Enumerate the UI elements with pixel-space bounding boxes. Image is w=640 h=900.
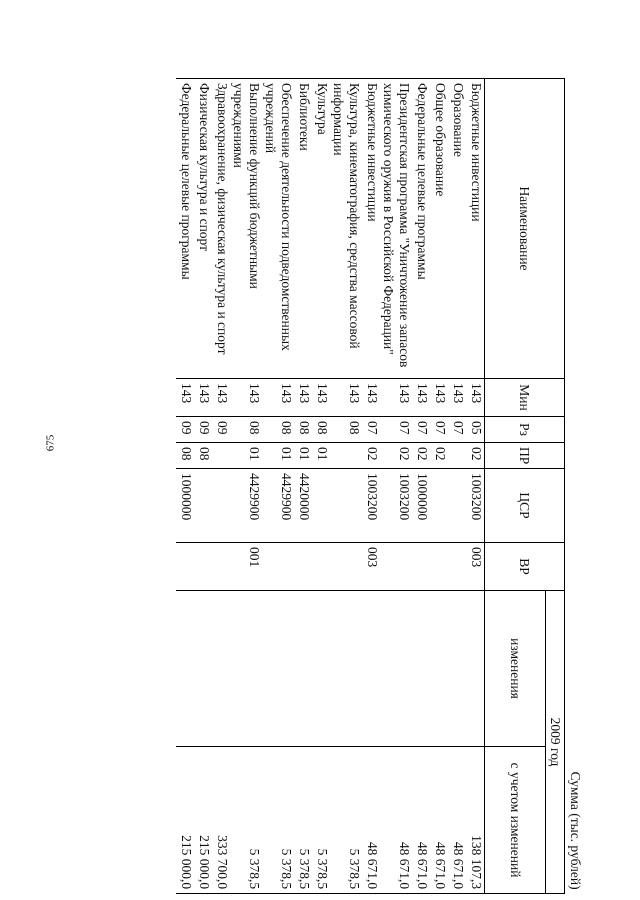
row-rz: 07 bbox=[448, 417, 466, 443]
col-name-header: Наименование bbox=[485, 79, 565, 379]
row-total: 48 671,0 bbox=[362, 747, 380, 894]
col-changes-header: изменения bbox=[485, 591, 546, 747]
table-row bbox=[412, 79, 430, 894]
row-min: 143 bbox=[176, 379, 194, 417]
row-rz: 05 bbox=[466, 417, 485, 443]
row-csr: 4429900 bbox=[230, 469, 262, 543]
row-csr: 1000000 bbox=[412, 469, 430, 543]
row-name: Образование bbox=[448, 79, 466, 379]
row-min: 143 bbox=[380, 379, 412, 417]
row-name: Федеральные целевые программы bbox=[412, 79, 430, 379]
row-pr: 08 bbox=[176, 443, 194, 469]
row-csr: 1003200 bbox=[380, 469, 412, 543]
row-rz: 08 bbox=[312, 417, 330, 443]
row-changes bbox=[380, 591, 412, 747]
row-rz: 09 bbox=[176, 417, 194, 443]
row-vr: 003 bbox=[362, 543, 380, 591]
col-vr-header: ВР bbox=[485, 543, 565, 591]
row-total: 48 671,0 bbox=[430, 747, 448, 894]
table-row bbox=[230, 79, 262, 894]
row-csr: 4429900 bbox=[262, 469, 294, 543]
row-vr bbox=[212, 543, 230, 591]
row-total: 5 378,5 bbox=[312, 747, 330, 894]
row-pr: 02 bbox=[430, 443, 448, 469]
sum-caption: Сумма (тыс. рублей) bbox=[568, 771, 583, 890]
row-min: 143 bbox=[230, 379, 262, 417]
row-name: Обеспечение деятельности подведомственных учреждений bbox=[262, 79, 294, 379]
row-csr: 1003200 bbox=[362, 469, 380, 543]
row-total: 48 671,0 bbox=[448, 747, 466, 894]
row-csr bbox=[330, 469, 362, 543]
row-changes bbox=[330, 591, 362, 747]
row-csr: 1000000 bbox=[176, 469, 194, 543]
row-min: 143 bbox=[212, 379, 230, 417]
row-changes bbox=[294, 591, 312, 747]
row-vr bbox=[176, 543, 194, 591]
col-rz-header: Рз bbox=[485, 417, 565, 443]
row-csr bbox=[194, 469, 212, 543]
row-name: Общее образование bbox=[430, 79, 448, 379]
row-rz: 08 bbox=[330, 417, 362, 443]
row-vr bbox=[448, 543, 466, 591]
table-row bbox=[362, 79, 380, 894]
row-vr bbox=[262, 543, 294, 591]
row-changes bbox=[212, 591, 230, 747]
row-name: Бюджетные инвестиции bbox=[466, 79, 485, 379]
row-total: 215 000,0 bbox=[176, 747, 194, 894]
table-row bbox=[194, 79, 212, 894]
row-pr: 01 bbox=[262, 443, 294, 469]
row-vr bbox=[312, 543, 330, 591]
row-csr bbox=[212, 469, 230, 543]
row-rz: 07 bbox=[430, 417, 448, 443]
row-pr: 01 bbox=[294, 443, 312, 469]
col-csr-header: ЦСР bbox=[485, 469, 565, 543]
row-pr: 02 bbox=[380, 443, 412, 469]
row-changes bbox=[362, 591, 380, 747]
rotated-page bbox=[120, 78, 585, 893]
table-row bbox=[380, 79, 412, 894]
row-min: 143 bbox=[362, 379, 380, 417]
row-rz: 09 bbox=[194, 417, 212, 443]
table-row bbox=[430, 79, 448, 894]
table-row bbox=[466, 79, 485, 894]
col-with-changes-header: с учетом изменений bbox=[485, 747, 546, 894]
row-vr bbox=[412, 543, 430, 591]
row-changes bbox=[466, 591, 485, 747]
row-name: Библиотеки bbox=[294, 79, 312, 379]
row-total: 48 671,0 bbox=[380, 747, 412, 894]
row-name: Выполнение функций бюджетными учреждениями bbox=[230, 79, 262, 379]
year-header: 2009 год bbox=[546, 591, 565, 894]
row-vr: 001 bbox=[230, 543, 262, 591]
row-min: 143 bbox=[312, 379, 330, 417]
row-csr bbox=[448, 469, 466, 543]
row-pr: 01 bbox=[312, 443, 330, 469]
row-changes bbox=[262, 591, 294, 747]
row-pr bbox=[212, 443, 230, 469]
row-pr: 08 bbox=[194, 443, 212, 469]
row-min: 143 bbox=[448, 379, 466, 417]
row-csr bbox=[430, 469, 448, 543]
row-name: Бюджетные инвестиции bbox=[362, 79, 380, 379]
row-rz: 07 bbox=[412, 417, 430, 443]
row-min: 143 bbox=[466, 379, 485, 417]
row-total: 48 671,0 bbox=[412, 747, 430, 894]
row-changes bbox=[412, 591, 430, 747]
row-total: 138 107,3 bbox=[466, 747, 485, 894]
row-csr: 4420000 bbox=[294, 469, 312, 543]
page-number: 675 bbox=[44, 434, 57, 452]
row-total: 215 000,0 bbox=[194, 747, 212, 894]
row-changes bbox=[430, 591, 448, 747]
row-pr: 01 bbox=[230, 443, 262, 469]
col-pr-header: ПР bbox=[485, 443, 565, 469]
row-min: 143 bbox=[194, 379, 212, 417]
budget-table bbox=[176, 78, 585, 894]
row-pr: 02 bbox=[412, 443, 430, 469]
row-vr bbox=[194, 543, 212, 591]
row-vr bbox=[330, 543, 362, 591]
row-total: 5 378,5 bbox=[262, 747, 294, 894]
row-name: Федеральные целевые программы bbox=[176, 79, 194, 379]
table-row bbox=[312, 79, 330, 894]
row-name: Физическая культура и спорт bbox=[194, 79, 212, 379]
row-name: Культура bbox=[312, 79, 330, 379]
row-changes bbox=[312, 591, 330, 747]
table-row bbox=[294, 79, 312, 894]
row-total: 5 378,5 bbox=[230, 747, 262, 894]
row-csr bbox=[312, 469, 330, 543]
row-changes bbox=[448, 591, 466, 747]
row-pr bbox=[448, 443, 466, 469]
row-name: Президентская программа "Уничтожение запасов химического оружия в Российской Федерации" bbox=[380, 79, 412, 379]
row-min: 143 bbox=[430, 379, 448, 417]
row-csr: 1003200 bbox=[466, 469, 485, 543]
row-min: 143 bbox=[262, 379, 294, 417]
row-rz: 08 bbox=[262, 417, 294, 443]
row-changes bbox=[230, 591, 262, 747]
row-total: 5 378,5 bbox=[294, 747, 312, 894]
row-rz: 07 bbox=[380, 417, 412, 443]
row-changes bbox=[176, 591, 194, 747]
row-vr bbox=[380, 543, 412, 591]
row-rz: 09 bbox=[212, 417, 230, 443]
row-name: Культура, кинематография, средства массовой информации bbox=[330, 79, 362, 379]
row-total: 5 378,5 bbox=[330, 747, 362, 894]
row-rz: 07 bbox=[362, 417, 380, 443]
row-pr bbox=[330, 443, 362, 469]
table-row bbox=[212, 79, 230, 894]
table-row bbox=[448, 79, 466, 894]
row-pr: 02 bbox=[466, 443, 485, 469]
row-vr: 003 bbox=[466, 543, 485, 591]
table-row bbox=[176, 79, 194, 894]
row-total: 333 700,0 bbox=[212, 747, 230, 894]
table-row bbox=[262, 79, 294, 894]
row-rz: 08 bbox=[294, 417, 312, 443]
row-rz: 08 bbox=[230, 417, 262, 443]
row-name: Здравоохранение, физическая культура и спорт bbox=[212, 79, 230, 379]
row-min: 143 bbox=[330, 379, 362, 417]
row-min: 143 bbox=[412, 379, 430, 417]
row-min: 143 bbox=[294, 379, 312, 417]
col-min-header: Мин bbox=[485, 379, 565, 417]
row-vr bbox=[430, 543, 448, 591]
row-vr bbox=[294, 543, 312, 591]
table-row bbox=[330, 79, 362, 894]
row-pr: 02 bbox=[362, 443, 380, 469]
row-changes bbox=[194, 591, 212, 747]
